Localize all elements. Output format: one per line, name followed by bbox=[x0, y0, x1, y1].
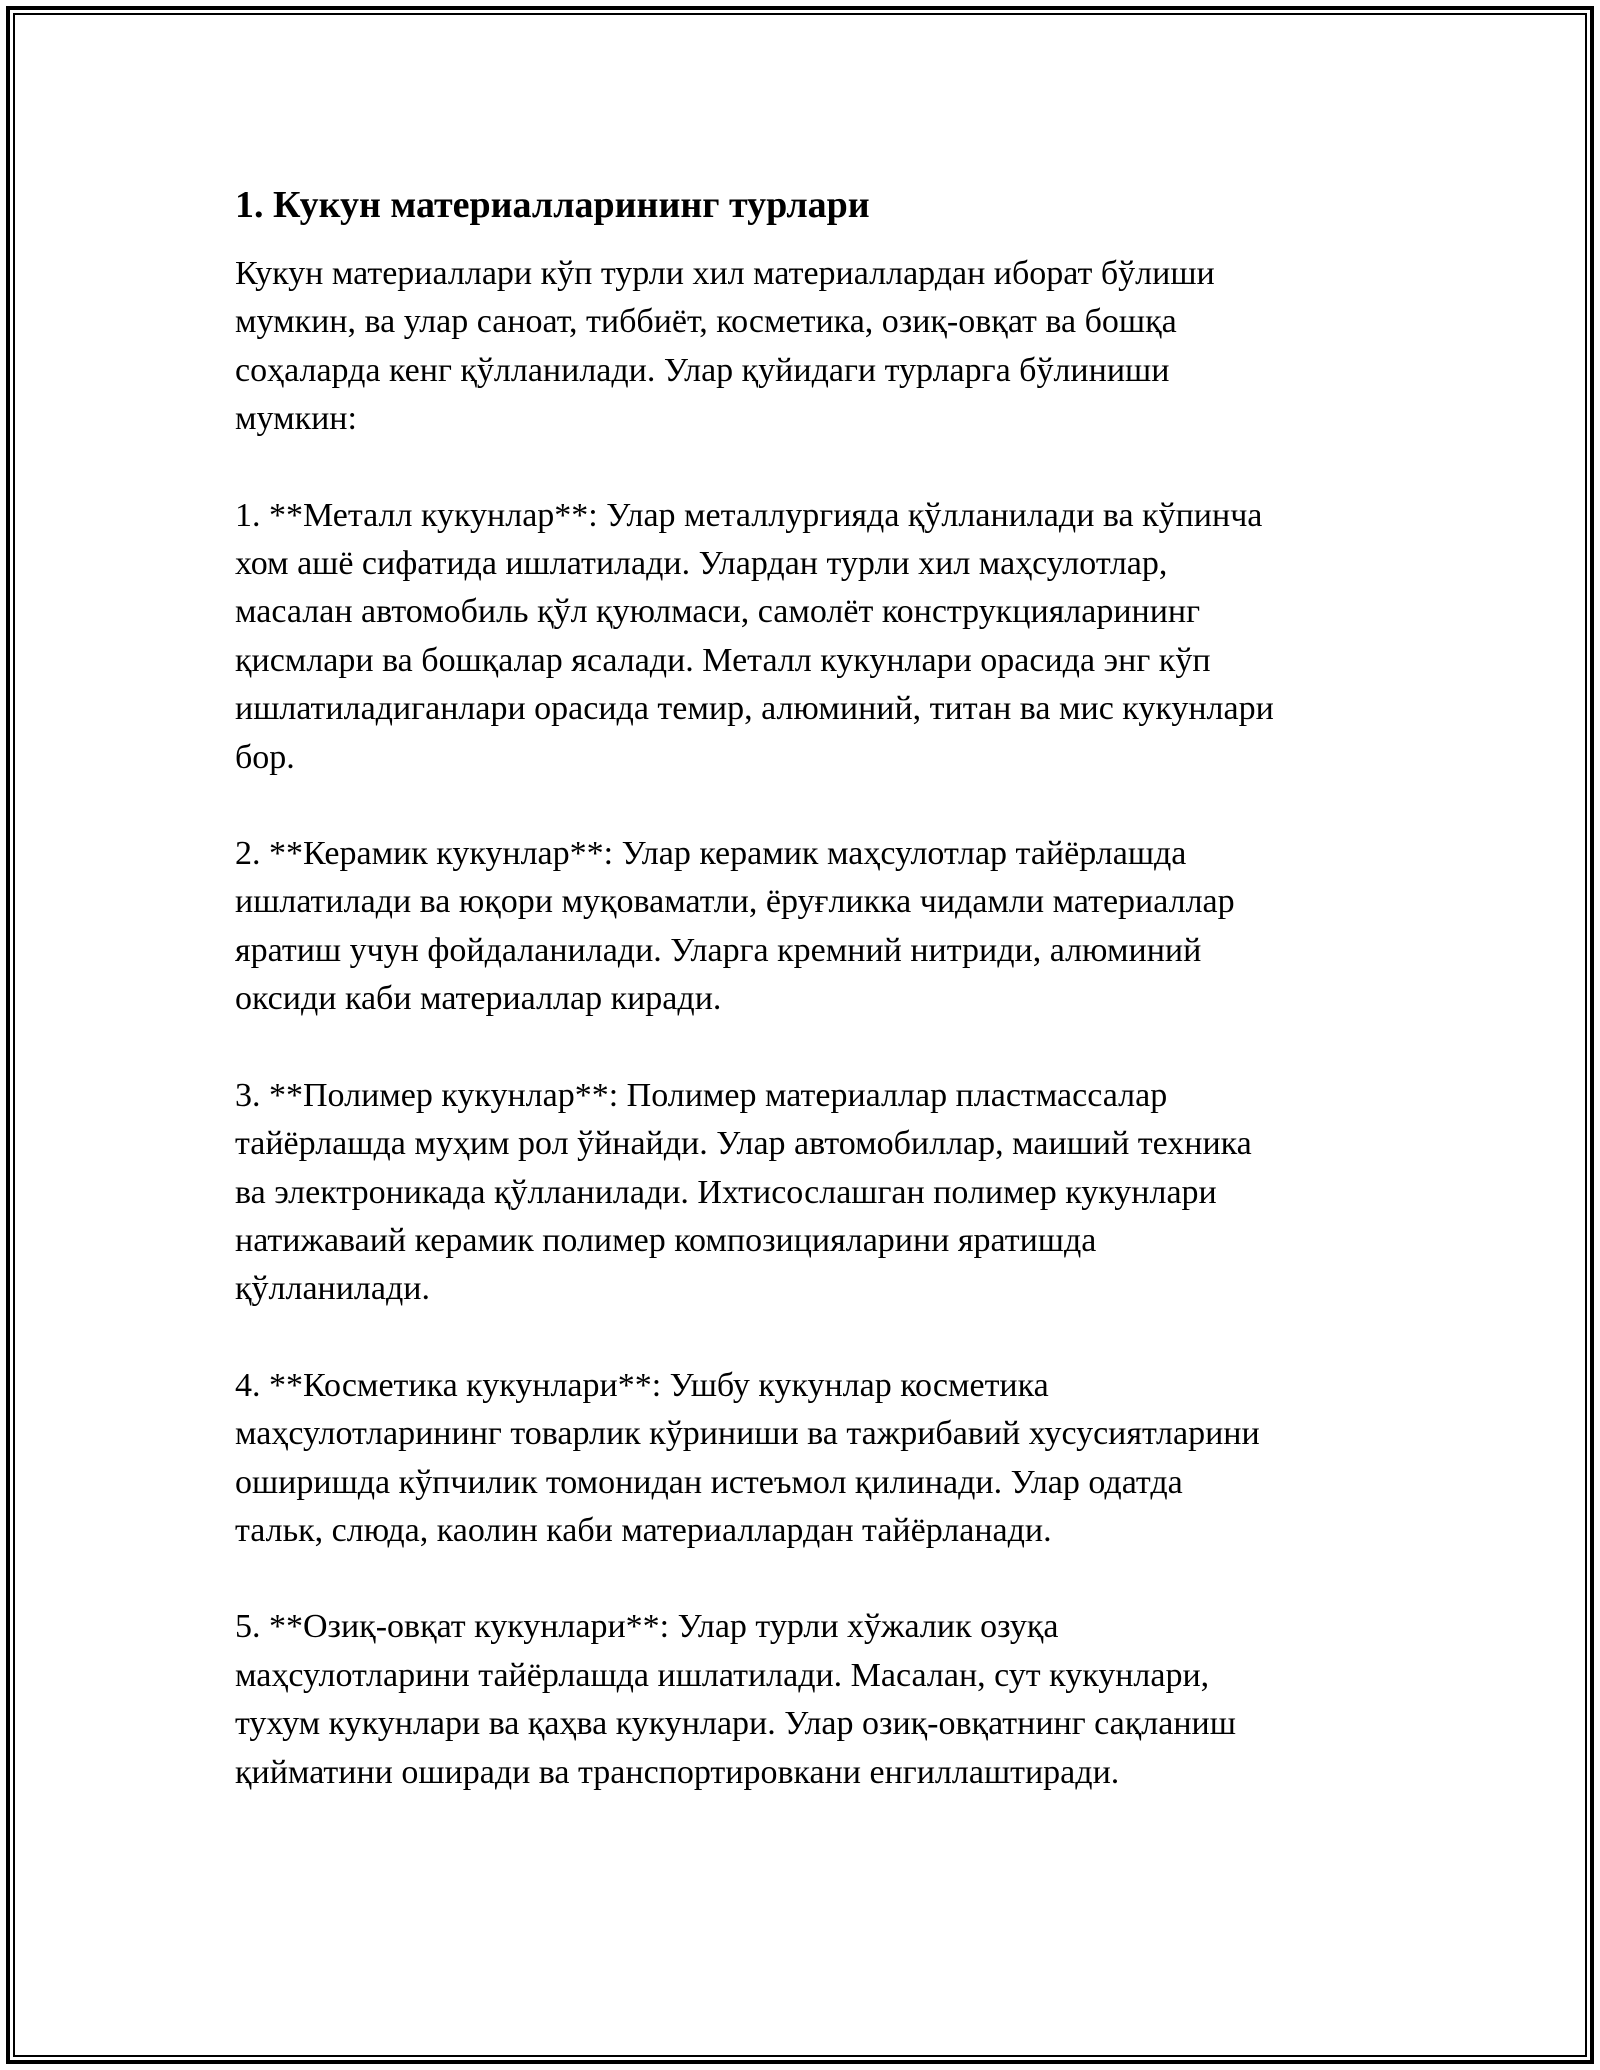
list-item-cosmetic-powders: 4. **Косметика кукунлари**: Ушбу кукунлар косметика маҳсулотларининг товарлик кўриниши ва тажрибавий хусусиятларини оширишда кўпчилик томонидан истеъмол қилинади. Улар одатда тальк, слюда, каолин каби материаллардан тайёрланади. bbox=[235, 1366, 1260, 1549]
page-title: 1. Кукун материалларининг турлари bbox=[235, 184, 870, 226]
list-item-polymer-powders: 3. **Полимер кукунлар**: Полимер материаллар пластмассалар тайёрлашда муҳим рол ўйнайди. Улар автомобиллар, маиший техника ва электроникада қўлланилади. Ихтисослашган полимер кукунлари натижаваий керамик полимер композицияларини яратишда қўлланилади. bbox=[235, 1076, 1252, 1308]
list-item-metal-powders: 1. **Металл кукунлар**: Улар металлургияда қўлланилади ва кўпинча хом ашё сифатида ишлатилади. Улардан турли хил маҳсулотлар, масалан автомобиль қўл қуюлмаси, самолёт конструкцияларининг қисмлари ва бошқалар ясалади. Металл кукунлари орасида энг кўп ишлатиладиганлари орасида темир, алюминий, титан ва мис кукунлари бор. bbox=[235, 496, 1274, 776]
document-body bbox=[235, 180, 1375, 1845]
intro-paragraph: Кукун материаллари кўп турли хил материаллардан иборат бўлиши мумкин, ва улар саноат, тиббиёт, косметика, озиқ-овқат ва бошқа соҳаларда кенг қўлланилади. Улар қуйидаги турларга бўлиниши мумкин: bbox=[235, 255, 1215, 438]
list-item-food-powders: 5. **Озиқ-овқат кукунлари**: Улар турли хўжалик озуқа маҳсулотларини тайёрлашда ишлатилади. Масалан, сут кукунлари, тухум кукунлари ва қаҳва кукунлари. Улар озиқ-овқатнинг сақланиш қийматини оширади ва транспортировкани енгиллаштиради. bbox=[235, 1608, 1236, 1791]
list-item-ceramic-powders: 2. **Керамик кукунлар**: Улар керамик маҳсулотлар тайёрлашда ишлатилади ва юқори муқоваматли, ёруғликка чидамли материаллар яратиш учун фойдаланилади. Уларга кремний нитриди, алюминий оксиди каби материаллар киради. bbox=[235, 835, 1235, 1018]
